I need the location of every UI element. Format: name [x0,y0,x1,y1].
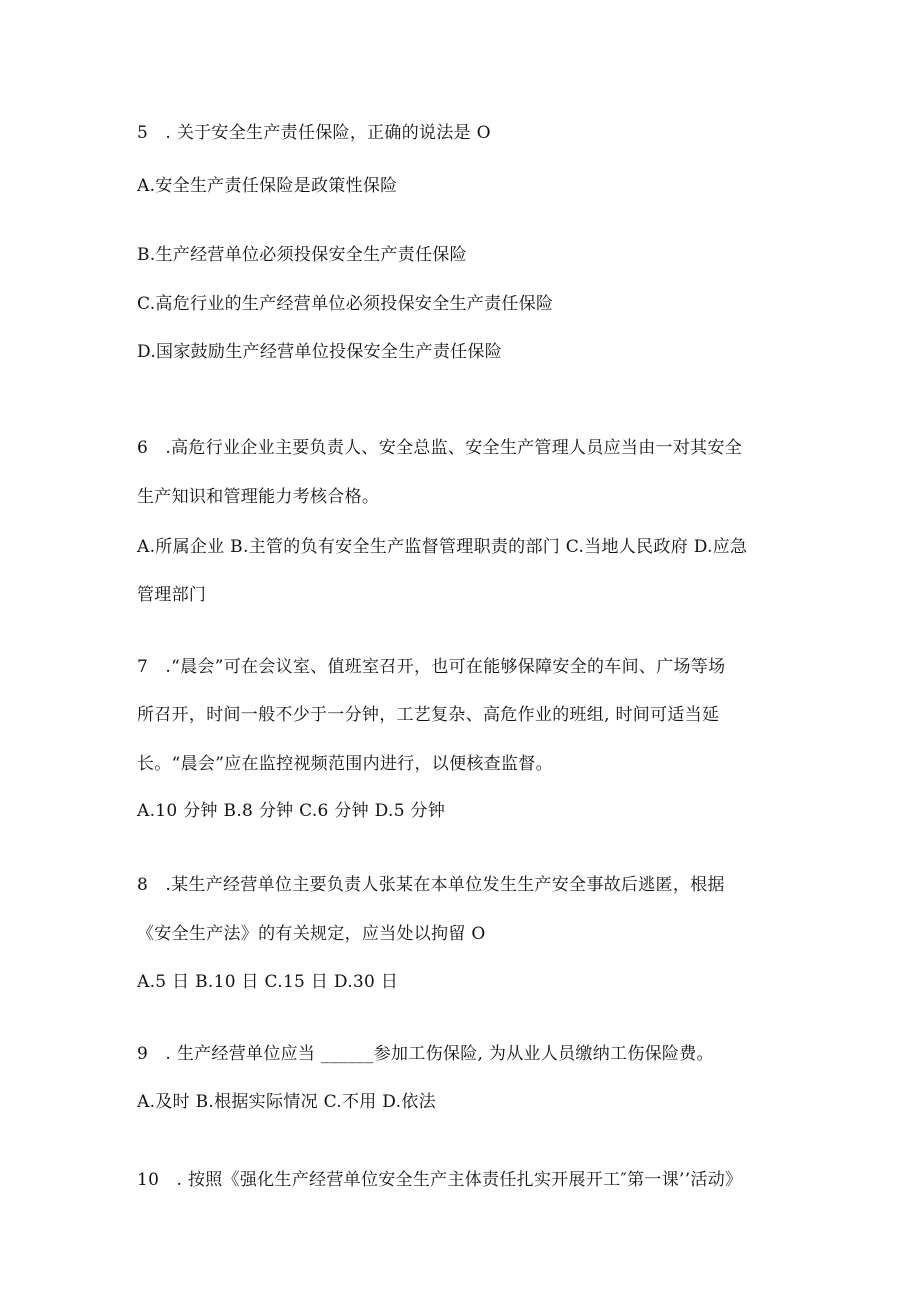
question-7-options: A.10 分钟 B.8 分钟 C.6 分钟 D.5 分钟 [137,801,446,821]
question-6-stem-line-1: 6 .高危行业企业主要负责人、安全总监、安全生产管理人员应当由一对其安全 [137,438,743,458]
question-6-stem-line-2: 生产知识和管理能力考核合格。 [137,487,380,507]
question-7-stem-line-2: 所召开，时间一般不少于一分钟，工艺复杂、高危作业的班组, 时间可适当延 [137,705,720,725]
question-10-stem: 10 . 按照《强化生产经营单位安全生产主体责任扎实开展开工″第一课’’活动》 [137,1170,743,1190]
question-5-option-b: B.生产经营单位必须投保安全生产责任保险 [137,245,467,265]
question-8-stem-line-2: 《安全生产法》的有关规定，应当处以拘留 O [137,924,486,944]
question-5-stem: 5 . 关于安全生产责任保险，正确的说法是 O [137,123,491,143]
question-5-option-a: A.安全生产责任保险是政策性保险 [137,176,398,196]
question-6-options-line-2: 管理部门 [137,585,207,605]
question-5-option-d: D.国家鼓励生产经营单位投保安全生产责任保险 [137,342,503,362]
question-8-options: A.5 日 B.10 日 C.15 日 D.30 日 [137,972,399,992]
question-7-stem-line-3: 长。“晨会”应在监控视频范围内进行，以便核查监督。 [137,754,553,774]
question-9-options: A.及时 B.根据实际情况 C.不用 D.依法 [137,1092,436,1112]
question-9-stem: 9 . 生产经营单位应当 ______参加工伤保险, 为从业人员缴纳工伤保险费。 [137,1044,714,1064]
question-5-option-c: C.高危行业的生产经营单位必须投保安全生产责任保险 [137,294,554,314]
question-8-stem-line-1: 8 .某生产经营单位主要负责人张某在本单位发生生产安全事故后逃匿，根据 [137,875,725,895]
question-6-options-line-1: A.所属企业 B.主管的负有安全生产监督管理职责的部门 C.当地人民政府 D.应急 [137,537,748,557]
question-7-stem-line-1: 7 .“晨会”可在会议室、值班室召开，也可在能够保障安全的车间、广场等场 [137,657,726,677]
